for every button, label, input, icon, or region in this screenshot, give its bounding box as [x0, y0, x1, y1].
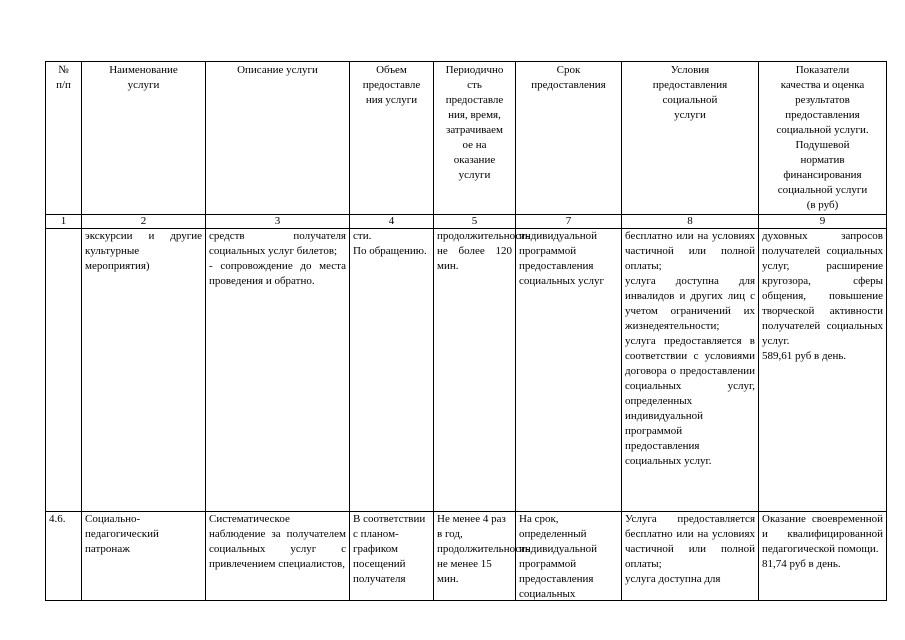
- service-volume: сти. По обращению.: [350, 229, 434, 512]
- service-name: Социально-педагогический патронаж: [82, 512, 206, 601]
- service-conditions: Услуга предоставляется бесплатно или на условиях частичной или полной оплаты; услуга доступна для: [622, 512, 759, 601]
- column-number: 8: [622, 215, 759, 229]
- service-term: индивидуальной программой предоставления социальных услуг: [516, 229, 622, 512]
- service-periodicity: продолжительность не более 120 мин.: [434, 229, 516, 512]
- column-number: 5: [434, 215, 516, 229]
- column-number: 3: [206, 215, 350, 229]
- service-description: Систематическое наблюдение за получателем социальных услуг с привлечением специалистов,: [206, 512, 350, 601]
- header-row: [46, 62, 887, 215]
- table-row: [46, 512, 887, 601]
- service-description: средств получателя социальных услуг билетов; - сопровождение до места проведения и обратно.: [206, 229, 350, 512]
- table-row: [46, 229, 887, 512]
- row-num: [46, 229, 82, 512]
- services-table: [45, 61, 887, 601]
- service-indicators: Оказание своевременной и квалифицированной педагогической помощи. 81,74 руб в день.: [759, 512, 887, 601]
- column-number: 2: [82, 215, 206, 229]
- row-num: 4.6.: [46, 512, 82, 601]
- header-volume: Объем предоставле ния услуги: [350, 62, 434, 215]
- header-term: Срок предоставления: [516, 62, 622, 215]
- service-periodicity: Не менее 4 раз в год, продолжительность не менее 15 мин.: [434, 512, 516, 601]
- header-conditions: Условия предоставления социальной услуги: [622, 62, 759, 215]
- column-number: 9: [759, 215, 887, 229]
- service-conditions: бесплатно или на условиях частичной или полной оплаты; услуга доступна для инвалидов и других лиц с учетом ограничений их жизнедеятельности; услуга предоставляется в соответствии с условиями договора о предоставлении социальных услуг, определенных индивидуальной программой предоставления социальных услуг.: [622, 229, 759, 512]
- service-name: экскурсии и другие культурные мероприятия): [82, 229, 206, 512]
- service-indicators: духовных запросов получателей социальных услуг, расширение кругозора, сферы общения, повышение творческой активности получателей социальных услуг. 589,61 руб в день.: [759, 229, 887, 512]
- header-name: Наименование услуги: [82, 62, 206, 215]
- header-periodicity: Периодично сть предоставле ния, время, затрачиваем ое на оказание услуги: [434, 62, 516, 215]
- service-volume: В соответствии с планом-графиком посещений получателя: [350, 512, 434, 601]
- header-description: Описание услуги: [206, 62, 350, 215]
- column-number: 7: [516, 215, 622, 229]
- column-number: 4: [350, 215, 434, 229]
- header-num: № п/п: [46, 62, 82, 215]
- header-indicators: Показатели качества и оценка результатов предоставления социальной услуги. Подушевой норматив финансирования социальной услуги (в руб): [759, 62, 887, 215]
- service-term: На срок, определенный индивидуальной программой предоставления социальных: [516, 512, 622, 601]
- column-number: 1: [46, 215, 82, 229]
- column-number-row: [46, 215, 887, 229]
